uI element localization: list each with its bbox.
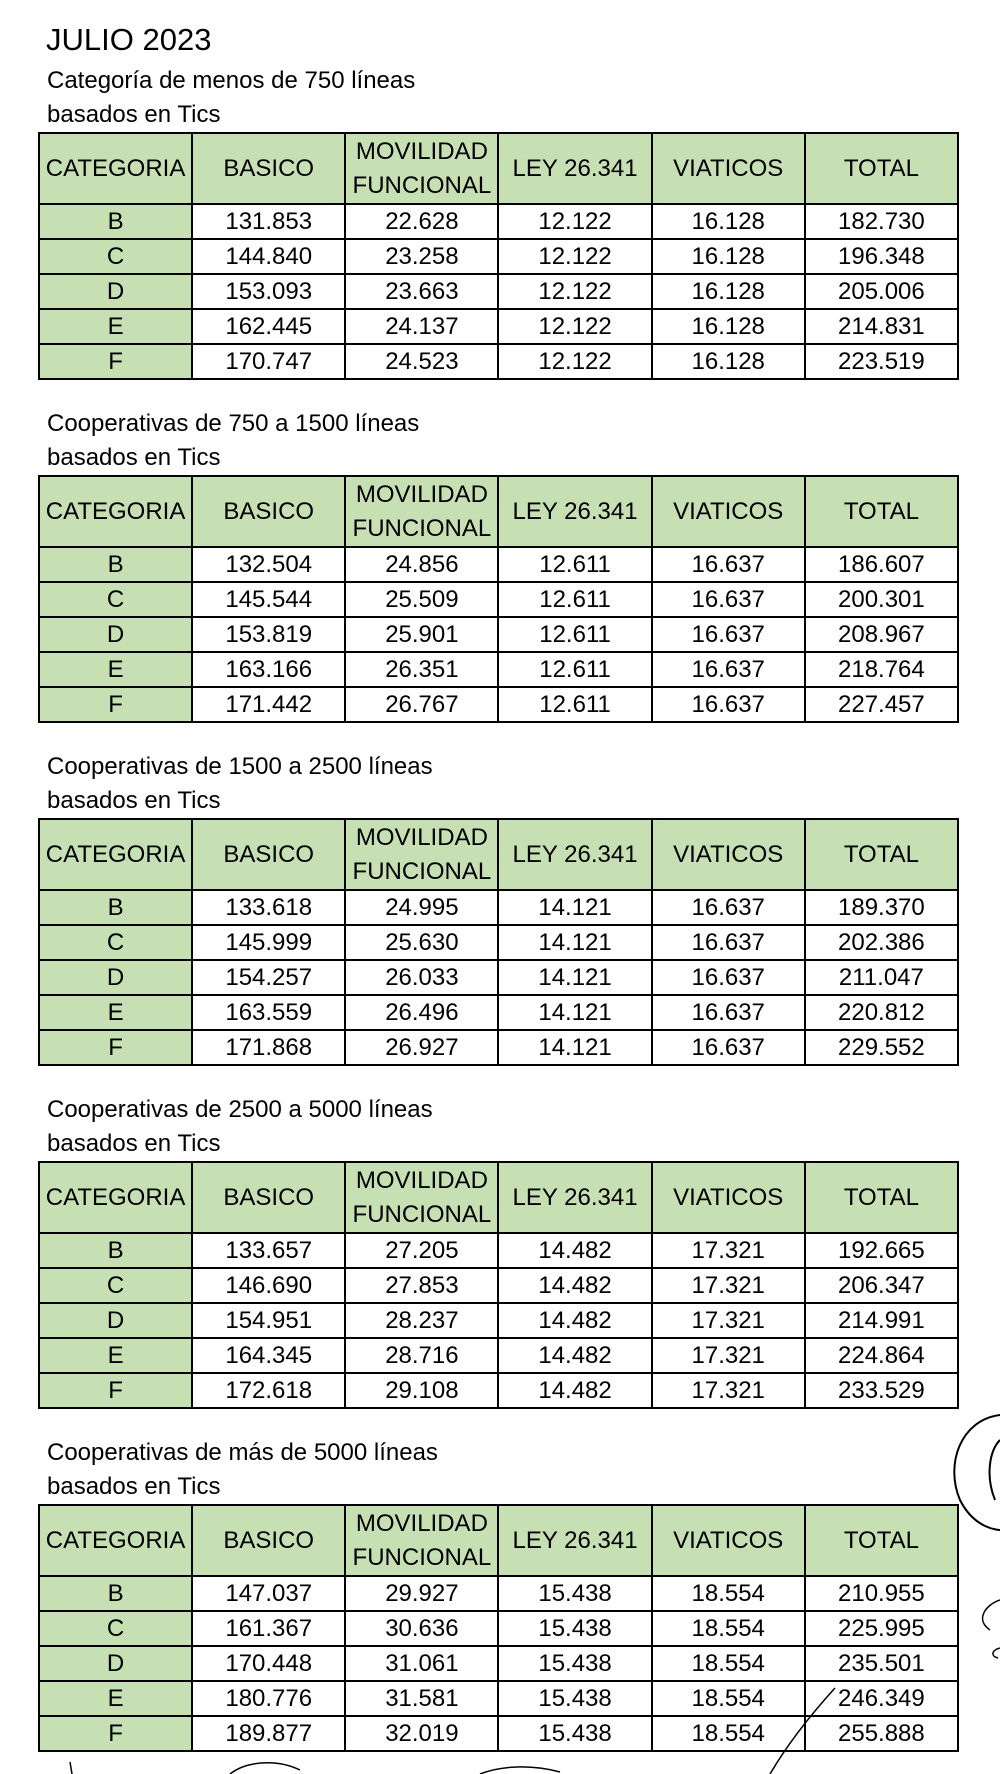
table-row [39, 687, 958, 722]
cell-total: 233.529 [805, 1373, 958, 1408]
section-title-line1: Categoría de menos de 750 líneas [47, 67, 416, 94]
cell-viaticos: 16.637 [652, 925, 805, 960]
cell-viaticos: 16.128 [652, 309, 805, 344]
header-viaticos: VIATICOS [652, 1162, 805, 1233]
header-ley-26341: LEY 26.341 [498, 819, 651, 890]
header-total: TOTAL [805, 1505, 958, 1576]
cell-viaticos: 16.128 [652, 274, 805, 309]
section-title-line2: basados en Tics [47, 1130, 221, 1157]
cell-ley-26341: 14.121 [498, 960, 651, 995]
header-total: TOTAL [805, 133, 958, 204]
section-title [38, 1093, 960, 1161]
header-movilidad-funcional: MOVILIDAD FUNCIONAL [345, 1505, 498, 1576]
cell-total: 192.665 [805, 1233, 958, 1268]
cell-movilidad-funcional: 26.767 [345, 687, 498, 722]
cell-movilidad-funcional: 29.108 [345, 1373, 498, 1408]
section-title-line1: Cooperativas de más de 5000 líneas [47, 1439, 438, 1466]
cell-viaticos: 16.637 [652, 890, 805, 925]
cell-movilidad-funcional: 28.716 [345, 1338, 498, 1373]
header-ley-26341: LEY 26.341 [498, 133, 651, 204]
cell-movilidad-funcional: 22.628 [345, 204, 498, 239]
header-ley-26341: LEY 26.341 [498, 476, 651, 547]
cell-categoria: B [39, 1576, 192, 1611]
header-basico: BASICO [192, 819, 345, 890]
cell-basico: 170.448 [192, 1646, 345, 1681]
header-viaticos: VIATICOS [652, 819, 805, 890]
header-basico: BASICO [192, 133, 345, 204]
section-title-line2: basados en Tics [47, 1473, 221, 1500]
cell-ley-26341: 14.121 [498, 890, 651, 925]
header-row [39, 819, 958, 890]
table-row [39, 204, 958, 239]
tabla-seccion-3 [38, 750, 960, 1066]
header-basico: BASICO [192, 476, 345, 547]
cell-categoria: D [39, 274, 192, 309]
cell-viaticos: 18.554 [652, 1716, 805, 1751]
header-total: TOTAL [805, 819, 958, 890]
cell-viaticos: 16.637 [652, 652, 805, 687]
cell-total: 206.347 [805, 1268, 958, 1303]
cell-viaticos: 16.637 [652, 687, 805, 722]
salary-table [38, 1504, 959, 1752]
cell-ley-26341: 12.122 [498, 309, 651, 344]
cell-ley-26341: 12.122 [498, 344, 651, 379]
cell-total: 218.764 [805, 652, 958, 687]
section-title-line1: Cooperativas de 2500 a 5000 líneas [47, 1096, 433, 1123]
cell-categoria: B [39, 547, 192, 582]
cell-total: 211.047 [805, 960, 958, 995]
cell-viaticos: 16.637 [652, 582, 805, 617]
salary-table [38, 475, 959, 723]
table-row [39, 1646, 958, 1681]
cell-viaticos: 16.637 [652, 547, 805, 582]
table-row [39, 1681, 958, 1716]
salary-table [38, 818, 959, 1066]
cell-ley-26341: 15.438 [498, 1646, 651, 1681]
cell-basico: 132.504 [192, 547, 345, 582]
cell-movilidad-funcional: 25.509 [345, 582, 498, 617]
cell-ley-26341: 14.482 [498, 1338, 651, 1373]
cell-ley-26341: 14.121 [498, 1030, 651, 1065]
cell-viaticos: 17.321 [652, 1233, 805, 1268]
cell-viaticos: 16.637 [652, 1030, 805, 1065]
cell-movilidad-funcional: 26.351 [345, 652, 498, 687]
cell-categoria: F [39, 687, 192, 722]
cell-total: 235.501 [805, 1646, 958, 1681]
cell-categoria: E [39, 309, 192, 344]
cell-ley-26341: 14.482 [498, 1233, 651, 1268]
cell-total: 186.607 [805, 547, 958, 582]
cell-viaticos: 16.637 [652, 995, 805, 1030]
header-categoria: CATEGORIA [39, 819, 192, 890]
cell-movilidad-funcional: 23.258 [345, 239, 498, 274]
cell-viaticos: 16.128 [652, 344, 805, 379]
cell-categoria: D [39, 960, 192, 995]
cell-ley-26341: 14.482 [498, 1303, 651, 1338]
header-categoria: CATEGORIA [39, 1505, 192, 1576]
cell-basico: 171.442 [192, 687, 345, 722]
cell-categoria: D [39, 1646, 192, 1681]
cell-basico: 172.618 [192, 1373, 345, 1408]
cell-viaticos: 18.554 [652, 1611, 805, 1646]
cell-total: 224.864 [805, 1338, 958, 1373]
section-title [38, 750, 960, 818]
header-movilidad-funcional: MOVILIDAD FUNCIONAL [345, 476, 498, 547]
tabla-seccion-2 [38, 407, 960, 723]
table-row [39, 1716, 958, 1751]
table-row [39, 582, 958, 617]
table-row [39, 1030, 958, 1065]
cell-total: 246.349 [805, 1681, 958, 1716]
cell-total: 202.386 [805, 925, 958, 960]
cell-categoria: B [39, 204, 192, 239]
cell-movilidad-funcional: 29.927 [345, 1576, 498, 1611]
cell-basico: 133.618 [192, 890, 345, 925]
table-row [39, 1233, 958, 1268]
header-viaticos: VIATICOS [652, 133, 805, 204]
cell-viaticos: 17.321 [652, 1373, 805, 1408]
cell-ley-26341: 12.122 [498, 239, 651, 274]
cell-viaticos: 16.637 [652, 960, 805, 995]
cell-basico: 170.747 [192, 344, 345, 379]
cell-basico: 145.544 [192, 582, 345, 617]
section-title-line2: basados en Tics [47, 787, 221, 814]
cell-viaticos: 17.321 [652, 1268, 805, 1303]
cell-viaticos: 18.554 [652, 1576, 805, 1611]
header-row [39, 1505, 958, 1576]
header-row [39, 1162, 958, 1233]
section-title-line1: Cooperativas de 750 a 1500 líneas [47, 410, 420, 437]
cell-basico: 161.367 [192, 1611, 345, 1646]
cell-total: 255.888 [805, 1716, 958, 1751]
cell-total: 223.519 [805, 344, 958, 379]
table-row [39, 274, 958, 309]
table-row [39, 1268, 958, 1303]
cell-ley-26341: 14.482 [498, 1373, 651, 1408]
cell-total: 205.006 [805, 274, 958, 309]
cell-basico: 147.037 [192, 1576, 345, 1611]
cell-categoria: E [39, 995, 192, 1030]
cell-basico: 164.345 [192, 1338, 345, 1373]
cell-ley-26341: 12.611 [498, 652, 651, 687]
cell-ley-26341: 15.438 [498, 1611, 651, 1646]
table-row [39, 309, 958, 344]
cell-categoria: C [39, 1611, 192, 1646]
cell-movilidad-funcional: 26.927 [345, 1030, 498, 1065]
cell-ley-26341: 15.438 [498, 1576, 651, 1611]
cell-basico: 153.819 [192, 617, 345, 652]
cell-movilidad-funcional: 24.523 [345, 344, 498, 379]
cell-total: 200.301 [805, 582, 958, 617]
cell-categoria: B [39, 890, 192, 925]
cell-ley-26341: 15.438 [498, 1716, 651, 1751]
cell-viaticos: 17.321 [652, 1338, 805, 1373]
cell-movilidad-funcional: 23.663 [345, 274, 498, 309]
cell-viaticos: 18.554 [652, 1646, 805, 1681]
cell-categoria: B [39, 1233, 192, 1268]
cell-movilidad-funcional: 28.237 [345, 1303, 498, 1338]
table-row [39, 1373, 958, 1408]
table-row [39, 652, 958, 687]
cell-categoria: C [39, 239, 192, 274]
section-title [38, 1436, 960, 1504]
tabla-seccion-4 [38, 1093, 960, 1409]
cell-ley-26341: 15.438 [498, 1681, 651, 1716]
cell-movilidad-funcional: 27.205 [345, 1233, 498, 1268]
table-row [39, 239, 958, 274]
table-row [39, 1576, 958, 1611]
cell-basico: 180.776 [192, 1681, 345, 1716]
header-total: TOTAL [805, 476, 958, 547]
table-row [39, 344, 958, 379]
section-title-line1: Cooperativas de 1500 a 2500 líneas [47, 753, 433, 780]
cell-movilidad-funcional: 24.137 [345, 309, 498, 344]
cell-ley-26341: 12.122 [498, 274, 651, 309]
cell-categoria: C [39, 1268, 192, 1303]
header-categoria: CATEGORIA [39, 1162, 192, 1233]
cell-movilidad-funcional: 24.856 [345, 547, 498, 582]
header-categoria: CATEGORIA [39, 133, 192, 204]
cell-basico: 131.853 [192, 204, 345, 239]
cell-ley-26341: 12.611 [498, 617, 651, 652]
header-viaticos: VIATICOS [652, 476, 805, 547]
cell-basico: 153.093 [192, 274, 345, 309]
cell-total: 229.552 [805, 1030, 958, 1065]
cell-categoria: F [39, 1716, 192, 1751]
cell-movilidad-funcional: 26.033 [345, 960, 498, 995]
table-row [39, 1338, 958, 1373]
cell-total: 225.995 [805, 1611, 958, 1646]
header-basico: BASICO [192, 1162, 345, 1233]
cell-total: 210.955 [805, 1576, 958, 1611]
cell-basico: 133.657 [192, 1233, 345, 1268]
section-title-line2: basados en Tics [47, 101, 221, 128]
cell-basico: 171.868 [192, 1030, 345, 1065]
cell-total: 214.991 [805, 1303, 958, 1338]
cell-basico: 145.999 [192, 925, 345, 960]
cell-total: 189.370 [805, 890, 958, 925]
header-row [39, 476, 958, 547]
cell-movilidad-funcional: 27.853 [345, 1268, 498, 1303]
cell-ley-26341: 12.611 [498, 687, 651, 722]
header-total: TOTAL [805, 1162, 958, 1233]
table-row [39, 1303, 958, 1338]
cell-movilidad-funcional: 25.901 [345, 617, 498, 652]
cell-basico: 163.559 [192, 995, 345, 1030]
header-ley-26341: LEY 26.341 [498, 1162, 651, 1233]
salary-table [38, 132, 959, 380]
cell-categoria: F [39, 1373, 192, 1408]
cell-total: 227.457 [805, 687, 958, 722]
header-basico: BASICO [192, 1505, 345, 1576]
cell-total: 220.812 [805, 995, 958, 1030]
header-categoria: CATEGORIA [39, 476, 192, 547]
cell-categoria: F [39, 344, 192, 379]
cell-ley-26341: 14.121 [498, 925, 651, 960]
cell-categoria: C [39, 925, 192, 960]
cell-movilidad-funcional: 32.019 [345, 1716, 498, 1751]
table-row [39, 995, 958, 1030]
section-title [38, 64, 960, 132]
cell-ley-26341: 12.611 [498, 547, 651, 582]
header-movilidad-funcional: MOVILIDAD FUNCIONAL [345, 819, 498, 890]
header-viaticos: VIATICOS [652, 1505, 805, 1576]
cell-basico: 189.877 [192, 1716, 345, 1751]
salary-table [38, 1161, 959, 1409]
cell-total: 208.967 [805, 617, 958, 652]
cell-basico: 154.951 [192, 1303, 345, 1338]
tabla-seccion-1 [38, 64, 960, 380]
header-movilidad-funcional: MOVILIDAD FUNCIONAL [345, 1162, 498, 1233]
cell-basico: 162.445 [192, 309, 345, 344]
header-row [39, 133, 958, 204]
cell-categoria: E [39, 652, 192, 687]
cell-movilidad-funcional: 30.636 [345, 1611, 498, 1646]
cell-viaticos: 16.128 [652, 239, 805, 274]
cell-ley-26341: 12.611 [498, 582, 651, 617]
cell-viaticos: 17.321 [652, 1303, 805, 1338]
table-row [39, 890, 958, 925]
cell-basico: 163.166 [192, 652, 345, 687]
cell-total: 182.730 [805, 204, 958, 239]
header-movilidad-funcional: MOVILIDAD FUNCIONAL [345, 133, 498, 204]
cell-movilidad-funcional: 24.995 [345, 890, 498, 925]
cell-categoria: E [39, 1338, 192, 1373]
cell-basico: 154.257 [192, 960, 345, 995]
table-row [39, 925, 958, 960]
cell-ley-26341: 12.122 [498, 204, 651, 239]
cell-categoria: F [39, 1030, 192, 1065]
cell-movilidad-funcional: 31.581 [345, 1681, 498, 1716]
table-row [39, 960, 958, 995]
cell-ley-26341: 14.482 [498, 1268, 651, 1303]
cell-viaticos: 16.637 [652, 617, 805, 652]
table-row [39, 1611, 958, 1646]
cell-categoria: C [39, 582, 192, 617]
cell-total: 214.831 [805, 309, 958, 344]
cell-categoria: D [39, 1303, 192, 1338]
cell-movilidad-funcional: 26.496 [345, 995, 498, 1030]
cell-viaticos: 18.554 [652, 1681, 805, 1716]
cell-movilidad-funcional: 25.630 [345, 925, 498, 960]
cell-basico: 146.690 [192, 1268, 345, 1303]
cell-basico: 144.840 [192, 239, 345, 274]
tabla-seccion-5 [38, 1436, 960, 1752]
cell-movilidad-funcional: 31.061 [345, 1646, 498, 1681]
cell-categoria: D [39, 617, 192, 652]
header-ley-26341: LEY 26.341 [498, 1505, 651, 1576]
table-row [39, 547, 958, 582]
cell-total: 196.348 [805, 239, 958, 274]
cell-ley-26341: 14.121 [498, 995, 651, 1030]
table-row [39, 617, 958, 652]
section-title [38, 407, 960, 475]
cell-categoria: E [39, 1681, 192, 1716]
section-title-line2: basados en Tics [47, 444, 221, 471]
cell-viaticos: 16.128 [652, 204, 805, 239]
page-title: JULIO 2023 [46, 22, 212, 57]
